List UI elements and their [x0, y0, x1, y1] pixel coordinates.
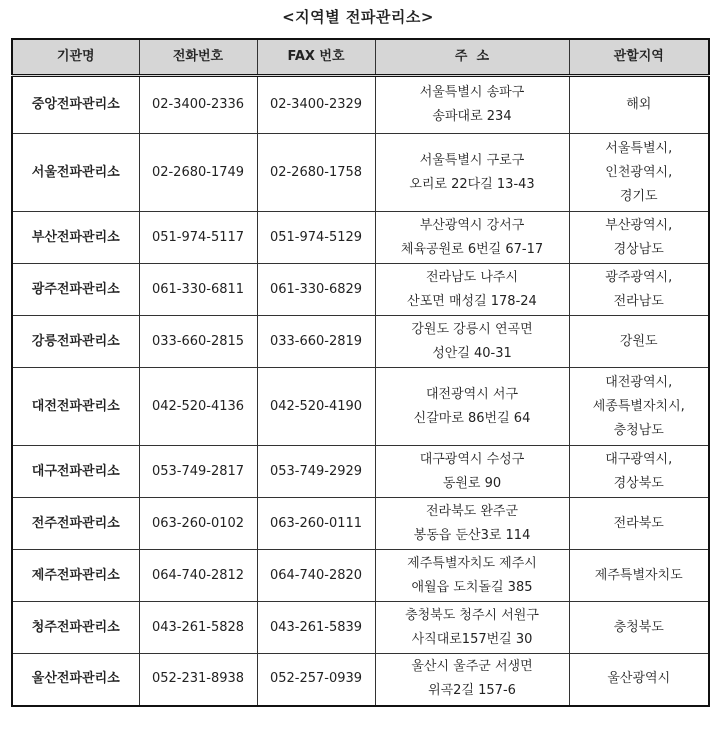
address-cell: [375, 264, 569, 316]
region-cell: [569, 446, 709, 498]
phone-cell: 051-974-5117: [139, 212, 257, 264]
office-name-cell: 강릉전파관리소: [12, 316, 139, 368]
phone-cell: 043-261-5828: [139, 602, 257, 654]
address-line: 전라남도 나주시: [425, 269, 519, 285]
fax-cell: 052-257-0939: [257, 654, 375, 706]
address-line: 동원로 90: [442, 475, 502, 491]
address-line: 전라북도 완주군: [425, 503, 519, 519]
region-line: 울산광역시: [607, 671, 671, 687]
address-line: 강원도 강릉시 연곡면: [411, 321, 533, 337]
region-line: 대구광역시,: [605, 451, 673, 467]
fax-cell: 061-330-6829: [257, 264, 375, 316]
office-name-cell: 청주전파관리소: [12, 602, 139, 654]
fax-cell: 043-261-5839: [257, 602, 375, 654]
office-name-cell: 부산전파관리소: [12, 212, 139, 264]
header-row: [12, 39, 709, 76]
region-line: 전라북도: [613, 515, 664, 531]
fax-cell: 033-660-2819: [257, 316, 375, 368]
office-name-cell: 울산전파관리소: [12, 654, 139, 706]
address-cell: [375, 316, 569, 368]
table-row: [12, 264, 709, 316]
address-line: 오리로 22다길 13-43: [409, 176, 535, 192]
phone-cell: 033-660-2815: [139, 316, 257, 368]
address-cell: [375, 446, 569, 498]
region-cell: [569, 76, 709, 134]
header-phone: 전화번호: [139, 39, 257, 76]
region-line: 경상남도: [613, 241, 664, 257]
office-name-cell: 대전전파관리소: [12, 368, 139, 446]
address-line: 서울특별시 송파구: [419, 85, 525, 100]
address-line: 송파대로 234: [432, 109, 512, 124]
address-line: 대전광역시 서구: [425, 386, 519, 402]
region-line: 세종특별자치시,: [592, 398, 685, 414]
address-line: 위곡2길 157-6: [428, 683, 516, 699]
address-cell: [375, 654, 569, 706]
phone-cell: 02-3400-2336: [139, 76, 257, 134]
table-row: [12, 134, 709, 212]
address-line: 대구광역시 수성구: [419, 451, 525, 467]
address-line: 애월읍 도치돌길 385: [411, 579, 533, 595]
region-line: 경기도: [619, 188, 658, 204]
table-row: [12, 498, 709, 550]
table-row: [12, 550, 709, 602]
phone-cell: 042-520-4136: [139, 368, 257, 446]
table-row: [12, 76, 709, 134]
region-line: 충청남도: [613, 422, 664, 438]
address-cell: [375, 602, 569, 654]
region-line: 제주특별자치도: [594, 567, 683, 583]
region-line: 전라남도: [613, 293, 664, 309]
region-line: 인천광역시,: [605, 164, 673, 180]
table-row: [12, 654, 709, 706]
address-line: 부산광역시 강서구: [419, 217, 525, 233]
address-line: 울산시 울주군 서생면: [411, 659, 533, 675]
region-line: 강원도: [619, 333, 658, 349]
region-line: 대전광역시,: [605, 374, 673, 390]
phone-cell: 061-330-6811: [139, 264, 257, 316]
page-title: <지역별 전파관리소>: [282, 8, 434, 26]
region-cell: [569, 134, 709, 212]
fax-cell: 064-740-2820: [257, 550, 375, 602]
address-line: 서울특별시 구로구: [419, 152, 525, 168]
address-cell: [375, 76, 569, 134]
address-cell: [375, 550, 569, 602]
header-fax: FAX 번호: [257, 39, 375, 76]
region-cell: [569, 264, 709, 316]
address-line: 산포면 매성길 178-24: [407, 293, 537, 309]
fax-cell: 02-3400-2329: [257, 76, 375, 134]
office-name-cell: 제주전파관리소: [12, 550, 139, 602]
table-row: [12, 368, 709, 446]
region-cell: [569, 316, 709, 368]
office-name-cell: 광주전파관리소: [12, 264, 139, 316]
table-row: [12, 446, 709, 498]
fax-cell: 02-2680-1758: [257, 134, 375, 212]
address-cell: [375, 368, 569, 446]
region-cell: [569, 654, 709, 706]
header-name: 기관명: [12, 39, 139, 76]
phone-cell: 053-749-2817: [139, 446, 257, 498]
region-cell: [569, 498, 709, 550]
region-cell: [569, 368, 709, 446]
offices-table: [11, 38, 710, 707]
region-line: 경상북도: [613, 475, 664, 491]
header-region: 관할지역: [569, 39, 709, 76]
region-line: 광주광역시,: [605, 269, 673, 285]
address-line: 체육공원로 6번길 67-17: [400, 241, 544, 257]
fax-cell: 063-260-0111: [257, 498, 375, 550]
fax-cell: 051-974-5129: [257, 212, 375, 264]
region-cell: [569, 602, 709, 654]
table-row: [12, 602, 709, 654]
address-cell: [375, 498, 569, 550]
phone-cell: 064-740-2812: [139, 550, 257, 602]
region-cell: [569, 550, 709, 602]
address-line: 사직대로157번길 30: [411, 631, 533, 647]
address-line: 봉동읍 둔산3로 114: [413, 527, 531, 543]
office-name-cell: 전주전파관리소: [12, 498, 139, 550]
fax-cell: 042-520-4190: [257, 368, 375, 446]
region-line: 해외: [626, 97, 652, 112]
phone-cell: 02-2680-1749: [139, 134, 257, 212]
address-line: 신갈마로 86번길 64: [413, 410, 531, 426]
region-line: 부산광역시,: [605, 217, 673, 233]
office-name-cell: 중앙전파관리소: [12, 76, 139, 134]
region-cell: [569, 212, 709, 264]
office-name-cell: 대구전파관리소: [12, 446, 139, 498]
table-row: [12, 316, 709, 368]
region-line: 충청북도: [613, 619, 664, 635]
address-line: 제주특별자치도 제주시: [407, 555, 537, 571]
address-cell: [375, 212, 569, 264]
address-cell: [375, 134, 569, 212]
office-name-cell: 서울전파관리소: [12, 134, 139, 212]
phone-cell: 052-231-8938: [139, 654, 257, 706]
header-address: 주 소: [375, 39, 569, 76]
region-line: 서울특별시,: [605, 140, 673, 156]
fax-cell: 053-749-2929: [257, 446, 375, 498]
table-row: [12, 212, 709, 264]
phone-cell: 063-260-0102: [139, 498, 257, 550]
address-line: 성안길 40-31: [432, 345, 512, 361]
address-line: 충청북도 청주시 서원구: [405, 607, 539, 623]
